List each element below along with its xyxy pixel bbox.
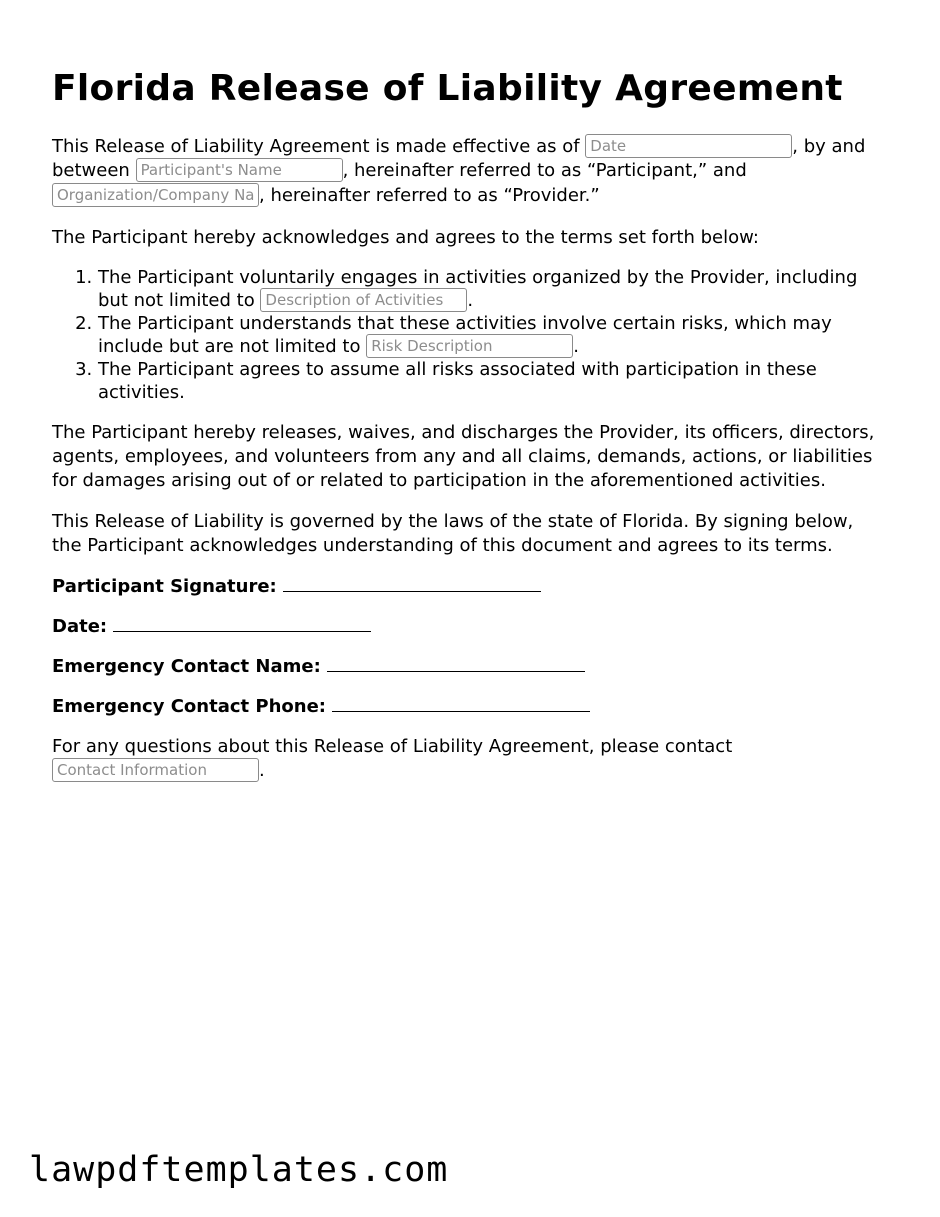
contact-paragraph <box>52 735 888 783</box>
governing-law-paragraph: This Release of Liability is governed by the laws of the state of Florida. By signing below, the Participant acknowledges understanding of this document and agrees to its terms. <box>52 511 854 557</box>
contact-information-field[interactable] <box>52 758 259 782</box>
acknowledge-paragraph: The Participant hereby acknowledges and agrees to the terms set forth below: <box>52 226 759 248</box>
emergency-contact-phone-label: Emergency Contact Phone: <box>52 696 326 718</box>
date-line <box>52 615 888 638</box>
date-field[interactable] <box>585 134 792 158</box>
emergency-contact-name-label: Emergency Contact Name: <box>52 656 321 678</box>
release-paragraph: The Participant hereby releases, waives, and discharges the Provider, its officers, directors, agents, employees, and volunteers from any and all claims, demands, actions, or liabilities for damages arising out of or related to participation in the aforementioned activities. <box>52 422 875 492</box>
participant-name-field[interactable] <box>136 158 343 182</box>
contact-text: For any questions about this Release of Liability Agreement, please contact <box>52 736 733 758</box>
term-item-1 <box>98 267 888 313</box>
term-1-period: . <box>467 290 474 312</box>
activities-description-field[interactable] <box>260 288 467 312</box>
date-label: Date: <box>52 616 108 638</box>
contact-period: . <box>259 760 265 782</box>
term-item-2 <box>98 313 888 359</box>
participant-signature-line <box>52 575 888 598</box>
watermark: lawpdftemplates.com <box>29 1150 449 1190</box>
emergency-contact-name-line <box>52 655 888 678</box>
terms-list <box>52 267 888 404</box>
intro-text-2: , by and between <box>52 136 866 182</box>
risk-description-field[interactable] <box>366 334 573 358</box>
term-2-period: . <box>573 336 579 358</box>
date-blank[interactable] <box>113 615 371 632</box>
participant-signature-label: Participant Signature: <box>52 576 277 598</box>
emergency-contact-phone-blank[interactable] <box>332 695 590 712</box>
document-page <box>52 66 888 800</box>
organization-name-field[interactable] <box>52 183 259 207</box>
intro-text-1: This Release of Liability Agreement is made effective as of <box>52 136 586 157</box>
participant-signature-blank[interactable] <box>283 575 541 592</box>
term-3-text: The Participant agrees to assume all risks associated with participation in these activities. <box>98 359 817 403</box>
emergency-contact-name-blank[interactable] <box>327 655 585 672</box>
intro-text-3: , hereinafter referred to as “Participant,” and <box>342 160 747 182</box>
intro-paragraph <box>52 135 888 208</box>
term-2-text: The Participant understands that these activities involve certain risks, which may include but are not limited to <box>98 313 832 358</box>
intro-text-4: , hereinafter referred to as “Provider.” <box>259 184 600 206</box>
term-1-text: The Participant voluntarily engages in activities organized by the Provider, including but not limited to <box>98 266 858 312</box>
emergency-contact-phone-line <box>52 695 888 718</box>
document-title: Florida Release of Liability Agreement <box>52 68 843 109</box>
term-item-3 <box>98 359 888 404</box>
